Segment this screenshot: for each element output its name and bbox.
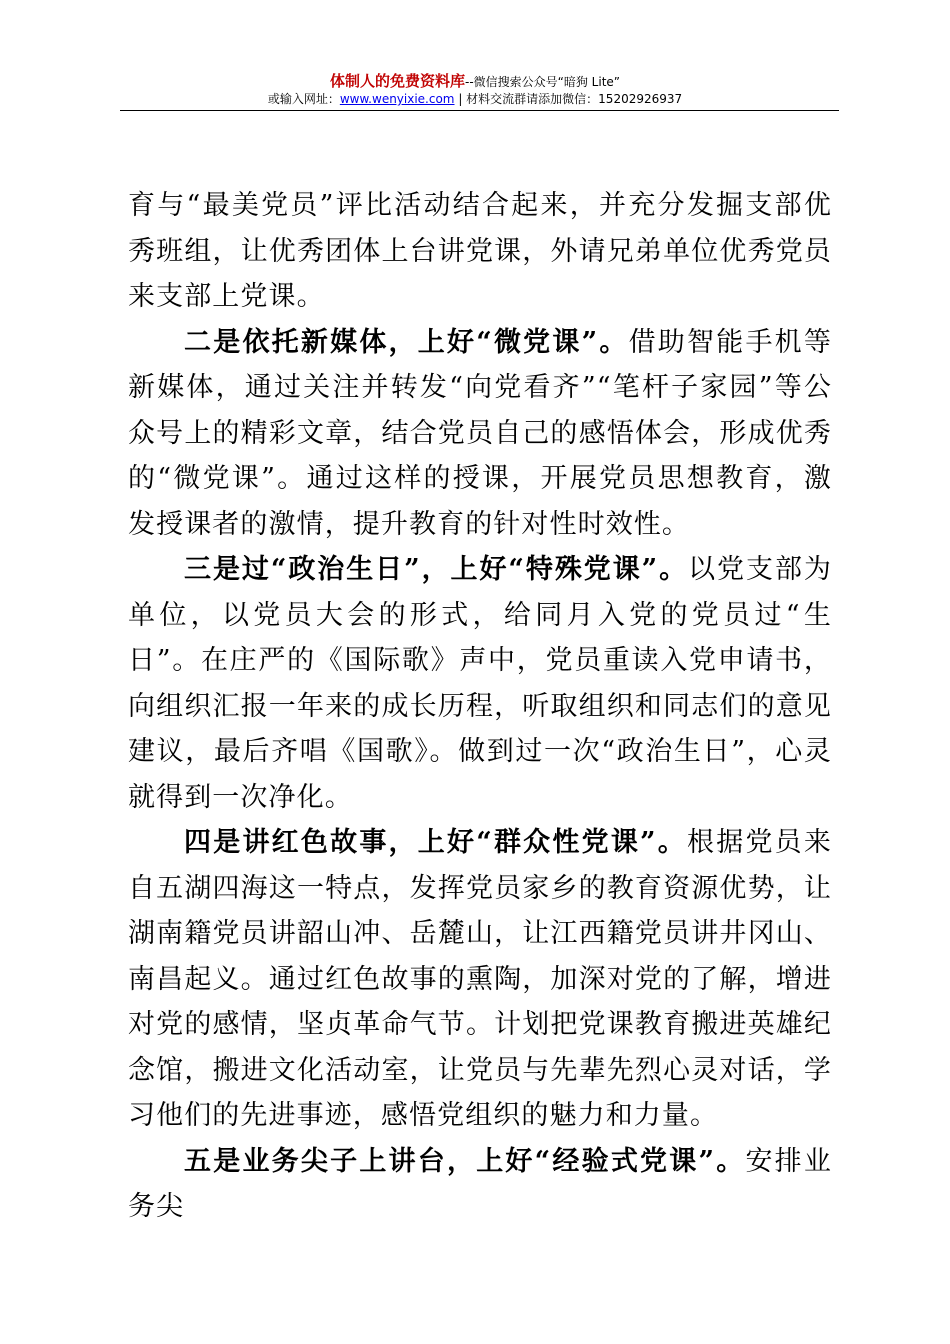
paragraph-text: 根据党员来自五湖四海这一特点，发挥党员家乡的教育资源优势，让湖南籍党员讲韶山冲、岳麓山，让江西籍党员讲井冈山、南昌起义。通过红色故事的熏陶，加深对党的了解，增进对党的感情，坚贞革命气节。计划把党课教育搬进英雄纪念馆，搬进文化活动室，让党员与先辈先烈心灵对话，学习他们的先进事迹，感悟党组织的魅力和力量。 xyxy=(128,827,832,1131)
paragraph-experience-lesson xyxy=(128,1139,832,1230)
paragraph-political-birthday xyxy=(128,547,832,820)
document-body xyxy=(128,183,832,1230)
site-name: 体制人的免费资料库 xyxy=(329,72,465,90)
header-title-line xyxy=(0,72,950,91)
paragraph-micro-lesson xyxy=(128,320,832,548)
paragraph-lead: 五是业务尖子上讲台，上好“经验式党课”。 xyxy=(184,1145,746,1177)
paragraph-text: 育与“最美党员”评比活动结合起来，并充分发掘支部优秀班组，让优秀团体上台讲党课，外请兄弟单位优秀党员来支部上党课。 xyxy=(128,190,832,312)
url-prefix: 或输入网址： xyxy=(267,92,340,106)
paragraph-text: 以党支部为单位，以党员大会的形式，给同月入党的党员过“生日”。在庄严的《国际歌》声中，党员重读入党申请书，向组织汇报一年来的成长历程，听取组织和同志们的意见建议，最后齐唱《国歌》。做到过一次“政治生日”，心灵就得到一次净化。 xyxy=(128,554,832,813)
website-link[interactable]: www.wenyixie.com xyxy=(339,92,455,106)
paragraph-lead: 二是依托新媒体，上好“微党课”。 xyxy=(184,326,629,358)
paragraph-text: 安排业务尖 xyxy=(128,1145,832,1222)
header-tagline: --微信搜索公众号“暗狗 Lite” xyxy=(464,75,621,89)
contact-info: | 材料交流群请添加微信：15202926937 xyxy=(454,92,683,106)
paragraph-text: 借助智能手机等新媒体，通过关注并转发“向党看齐”“笔杆子家园”等公众号上的精彩文章，结合党员自己的感悟体会，形成优秀的“微党课”。通过这样的授课，开展党员思想教育，激发授课者的激情，提升教育的针对性时效性。 xyxy=(128,326,832,540)
paragraph-red-stories xyxy=(128,820,832,1139)
header-divider xyxy=(120,110,839,111)
paragraph-lead: 三是过“政治生日”，上好“特殊党课”。 xyxy=(184,554,689,585)
header-contact-line xyxy=(0,91,950,107)
paragraph-continuation xyxy=(128,183,832,320)
paragraph-lead: 四是讲红色故事，上好“群众性党课”。 xyxy=(184,827,688,858)
